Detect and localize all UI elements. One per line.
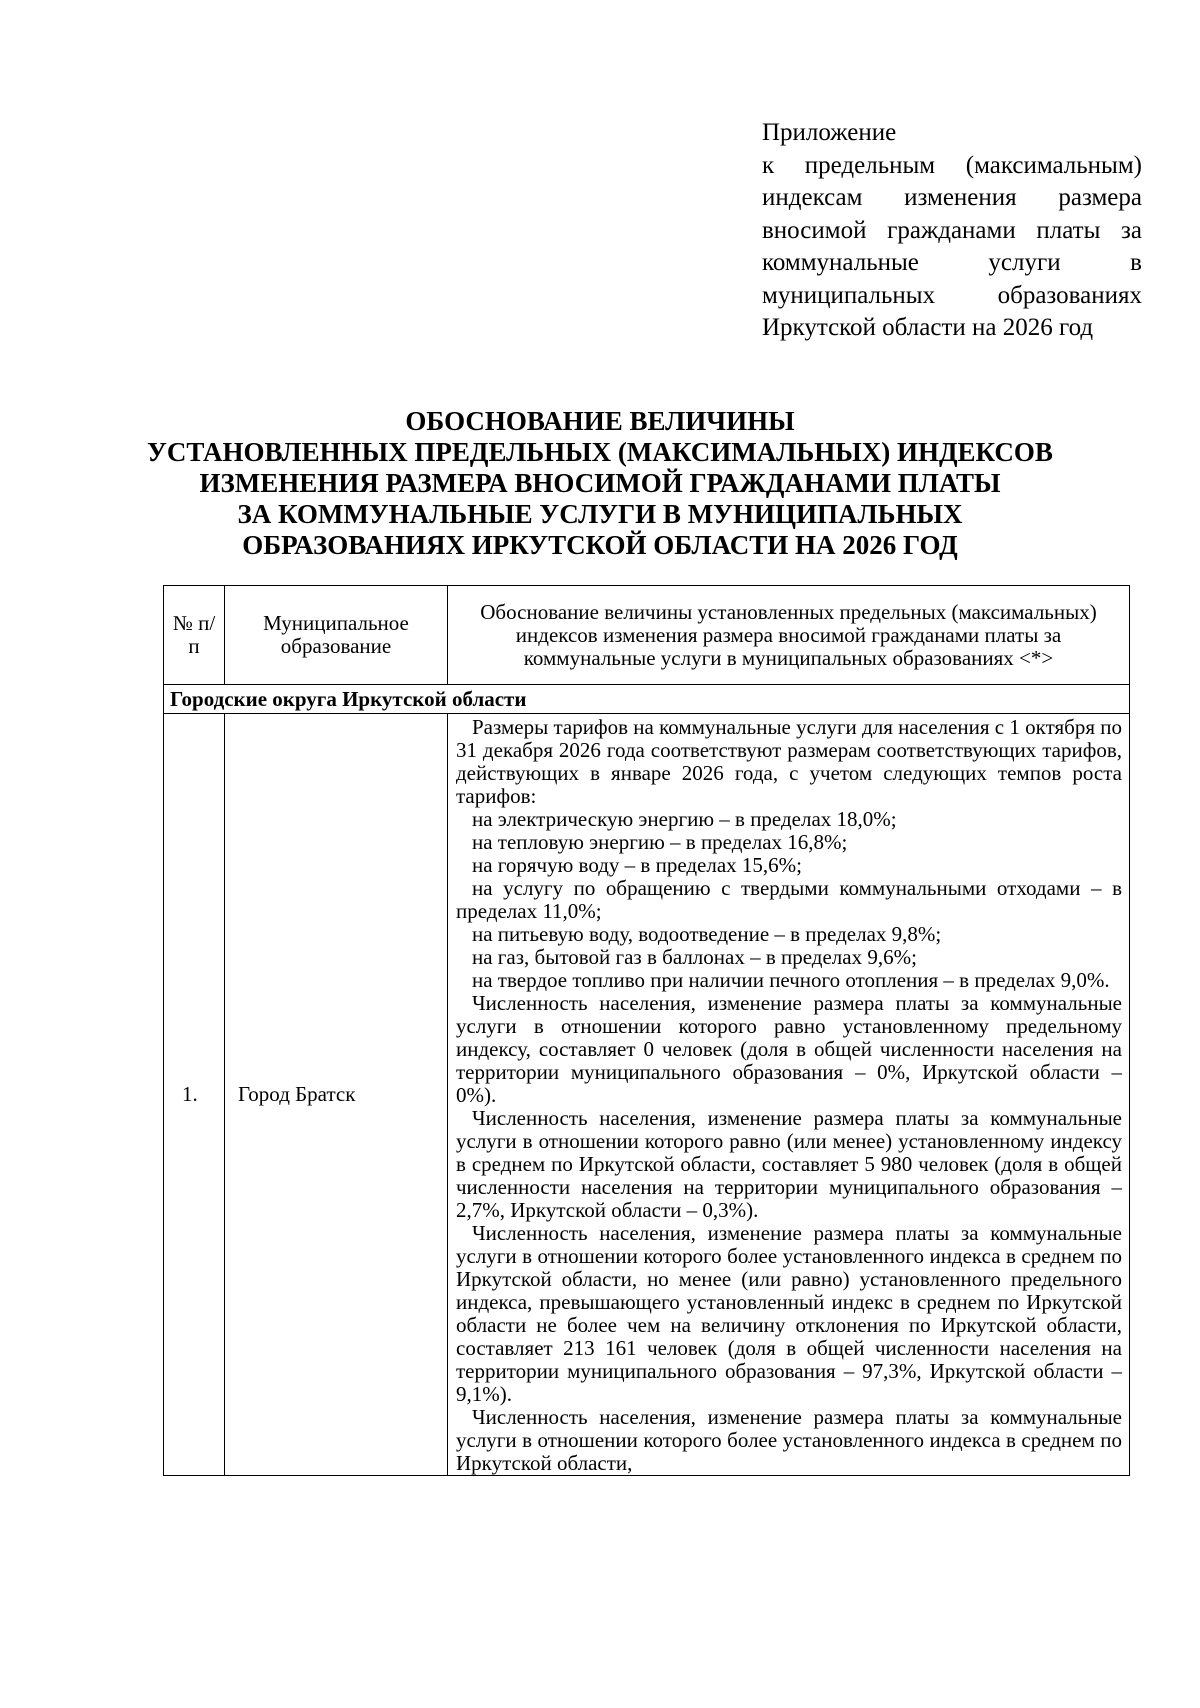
paragraph: Численность населения, изменение размера платы за коммунальные услуги в отношении которого более установленного индекса в среднем по Иркутской области, но менее (или равно) установленного предельного индекса, превышающего установленный индекс в среднем по Иркутской области не более чем на величину отклонения по Иркутской области, составляет 213 161 человек (доля в общей численности населения на территории муниципального образования – 97,3%, Иркутской области – 9,1%). — [456, 1221, 1122, 1406]
header-municipality: Муниципальное образование — [225, 586, 448, 685]
title-line: ОБРАЗОВАНИЯХ ИРКУТСКОЙ ОБЛАСТИ НА 2026 ГОД — [242, 530, 958, 560]
appendix-line: вносимой гражданами платы за — [762, 216, 1142, 244]
appendix-line: Приложение — [762, 119, 897, 146]
paragraph: на твердое топливо при наличии печного отопления – в пределах 9,0%. — [472, 968, 1110, 992]
appendix-line: Иркутской области на 2026 год — [762, 314, 1094, 341]
paragraph: Численность населения, изменение размера платы за коммунальные услуги в отношении которого более установленного индекса в среднем по Иркутской области, — [456, 1405, 1122, 1475]
paragraph: на горячую воду – в пределах 15,6%; — [472, 853, 802, 877]
table-row — [164, 714, 1130, 1476]
paragraph: Размеры тарифов на коммунальные услуги для населения с 1 октября по 31 декабря 2026 года соответствуют размерам соответствующих тарифов, действующих в январе 2026 года, с учетом следующих темпов роста тарифов: — [456, 715, 1122, 808]
header-num: № п/п — [164, 586, 225, 685]
title-line: УСТАНОВЛЕННЫХ ПРЕДЕЛЬНЫХ (МАКСИМАЛЬНЫХ) ИНДЕКСОВ — [147, 437, 1053, 467]
paragraph: на газ, бытовой газ в баллонах – в пределах 9,6%; — [472, 945, 917, 969]
justification-table — [163, 585, 1130, 1476]
appendix-line: муниципальных образованиях — [762, 281, 1142, 309]
document-title — [100, 406, 1100, 561]
row-municipality: Город Братск — [225, 714, 448, 1476]
section-row — [164, 685, 1130, 714]
paragraph: на питьевую воду, водоотведение – в пределах 9,8%; — [472, 922, 942, 946]
paragraph: на электрическую энергию – в пределах 18,0%; — [472, 807, 897, 831]
appendix-line: коммунальные услуги в — [762, 249, 1142, 276]
appendix-line: индексам изменения размера — [762, 184, 1142, 211]
paragraph: на услугу по обращению с твердыми коммунальными отходами – в пределах 11,0%; — [456, 876, 1122, 923]
appendix-line: к предельным (максимальным) — [762, 151, 1142, 179]
row-justification — [448, 714, 1130, 1476]
title-line: ИЗМЕНЕНИЯ РАЗМЕРА ВНОСИМОЙ ГРАЖДАНАМИ ПЛАТЫ — [199, 468, 1001, 498]
paragraph: Численность населения, изменение размера платы за коммунальные услуги в отношении которого равно (или менее) установленному индексу в среднем по Иркутской области, составляет 5 980 человек (доля в общей численности населения на территории муниципального образования – 2,7%, Иркутской области – 0,3%). — [456, 1106, 1122, 1222]
appendix-block — [762, 117, 1142, 345]
title-line: ОБОСНОВАНИЕ ВЕЛИЧИНЫ — [405, 406, 795, 436]
row-number: 1. — [164, 714, 225, 1476]
section-title: Городские округа Иркутской области — [164, 685, 1130, 714]
header-justification: Обоснование величины установленных предельных (максимальных) индексов изменения размера вносимой гражданами платы за коммунальные услуги в муниципальных образованиях <*> — [448, 586, 1130, 685]
title-line: ЗА КОММУНАЛЬНЫЕ УСЛУГИ В МУНИЦИПАЛЬНЫХ — [237, 499, 963, 529]
table-header-row — [164, 586, 1130, 685]
paragraph: на тепловую энергию – в пределах 16,8%; — [472, 830, 848, 854]
paragraph: Численность населения, изменение размера платы за коммунальные услуги в отношении которого равно установленному предельному индексу, составляет 0 человек (доля в общей численности населения на территории муниципального образования – 0%, Иркутской области – 0%). — [456, 991, 1122, 1107]
